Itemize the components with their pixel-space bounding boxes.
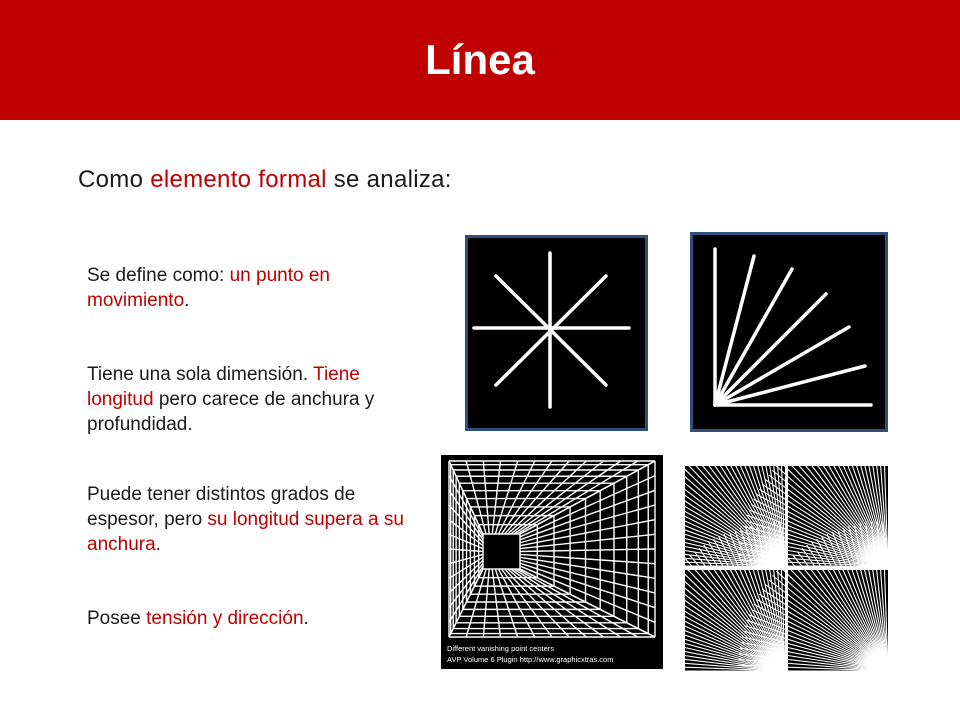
fan-lines-figure [690,232,888,432]
subtitle-text-1: Como [78,166,151,193]
p4-highlight: tensión y dirección [146,608,304,629]
radial-lines-figure [465,235,648,431]
p4-text: Posee [87,608,147,629]
perspective-caption-2: AVP Volume 6 Plugin http://www.graphicxtras.com [447,655,614,664]
p3-text: Puede tener distintos grados de espesor, pero [87,484,356,530]
p1-highlight: un punto en movimiento [87,265,330,311]
slide-title: Línea [425,36,535,83]
p2-end: pero carece de anchura y profundidad. [87,389,375,435]
paragraph-tension [87,606,417,631]
p4-end: . [303,608,309,629]
perspective-grid-figure [441,455,663,669]
p2-highlight: Tiene longitud [87,364,360,410]
subtitle-highlight: elemento formal [150,166,327,193]
paragraph-dimension [87,362,417,437]
moire-rays-figure [683,464,890,673]
p3-highlight: su longitud supera a su anchura [87,509,404,555]
p1-text: Se define como: [87,265,230,286]
subtitle-text-2: se analiza: [326,166,452,193]
p3-end: . [155,534,161,555]
subtitle [78,166,452,194]
perspective-caption-1: Different vanishing point centers [447,644,555,653]
p1-end: . [184,290,190,311]
paragraph-thickness [87,482,417,557]
title-bar [0,0,960,120]
p2-text: Tiene una sola dimensión. [87,364,314,385]
paragraph-definition [87,263,417,313]
